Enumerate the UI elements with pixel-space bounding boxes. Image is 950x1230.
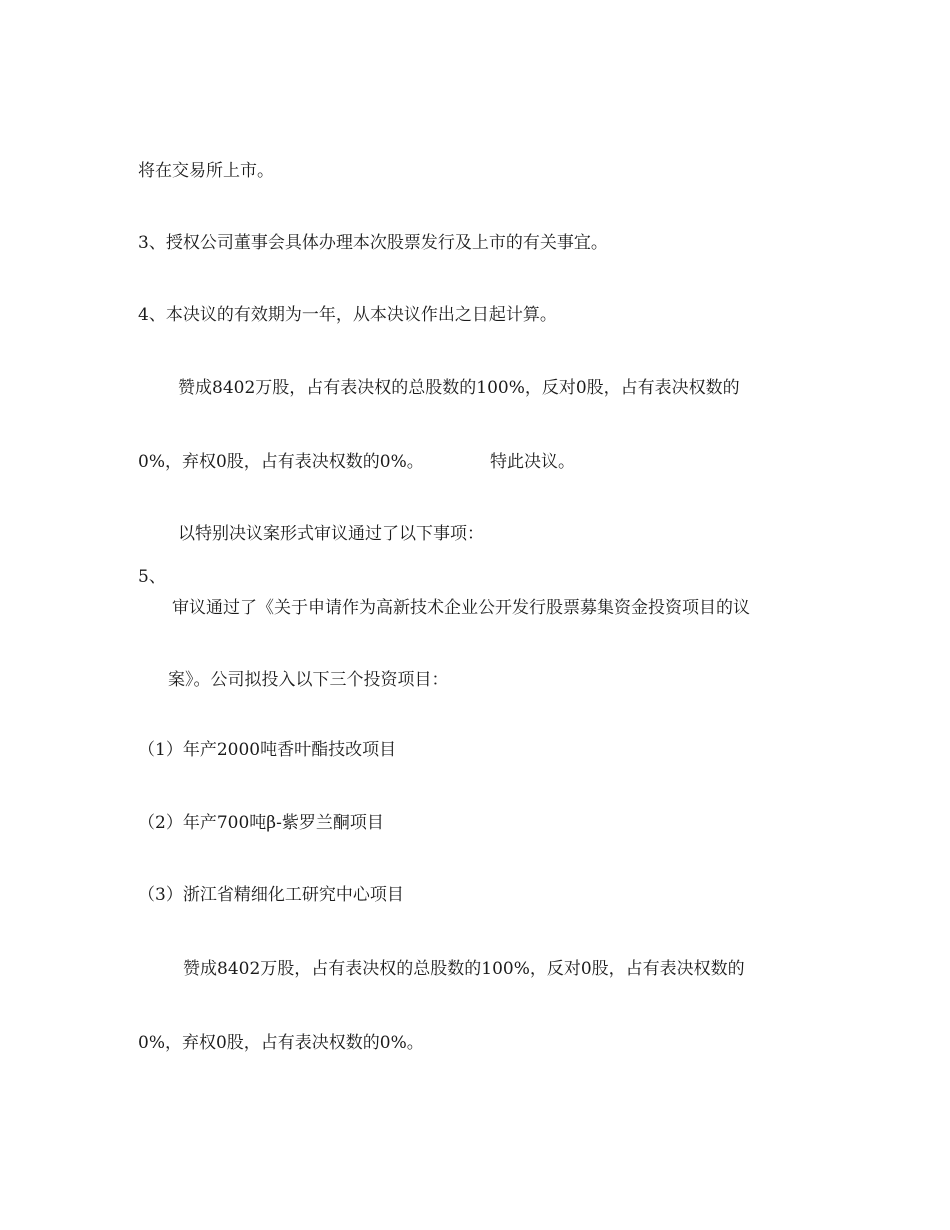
text-line-vote-2b <box>138 1032 424 1054</box>
line-text: 赞成8402万股，占有表决权的总股数的100%，反对0股，占有表决权数的 <box>183 959 745 979</box>
text-line-approval-b <box>168 669 449 691</box>
text-line-approval-a <box>172 597 750 619</box>
text-line-item-3 <box>138 232 608 254</box>
line-text: （2）年产700吨β-紫罗兰酮项目 <box>138 813 384 833</box>
text-line-project-3 <box>138 884 404 906</box>
line-text: 4、本决议的有效期为一年，从本决议作出之日起计算。 <box>138 305 557 325</box>
line-text: 特此决议。 <box>490 452 575 472</box>
line-text: 5、 <box>138 567 166 587</box>
text-line-item-4 <box>138 304 557 326</box>
text-line-project-1 <box>138 739 396 761</box>
text-line-listing <box>138 160 274 182</box>
text-line-vote-2a <box>183 958 745 980</box>
line-text: 以特别决议案形式审议通过了以下事项： <box>178 524 484 544</box>
text-line-vote-1b <box>138 451 424 473</box>
text-line-resolution <box>490 451 575 473</box>
text-line-special-resolution <box>178 523 484 545</box>
text-line-vote-1a <box>178 377 740 399</box>
line-text: （1）年产2000吨香叶酯技改项目 <box>138 740 397 760</box>
line-text: 案》。公司拟投入以下三个投资项目： <box>168 670 449 690</box>
text-line-item-5 <box>138 566 166 588</box>
line-text: 3、授权公司董事会具体办理本次股票发行及上市的有关事宜。 <box>138 233 608 253</box>
text-line-project-2 <box>138 812 384 834</box>
line-text: （3）浙江省精细化工研究中心项目 <box>138 885 404 905</box>
line-text: 审议通过了《关于申请作为高新技术企业公开发行股票募集资金投资项目的议 <box>172 598 750 618</box>
line-text: 将在交易所上市。 <box>138 161 274 181</box>
line-text: 赞成8402万股，占有表决权的总股数的100%，反对0股，占有表决权数的 <box>178 378 740 398</box>
line-text: 0%，弃权0股，占有表决权数的0%。 <box>138 1033 424 1053</box>
line-text: 0%，弃权0股，占有表决权数的0%。 <box>138 452 424 472</box>
